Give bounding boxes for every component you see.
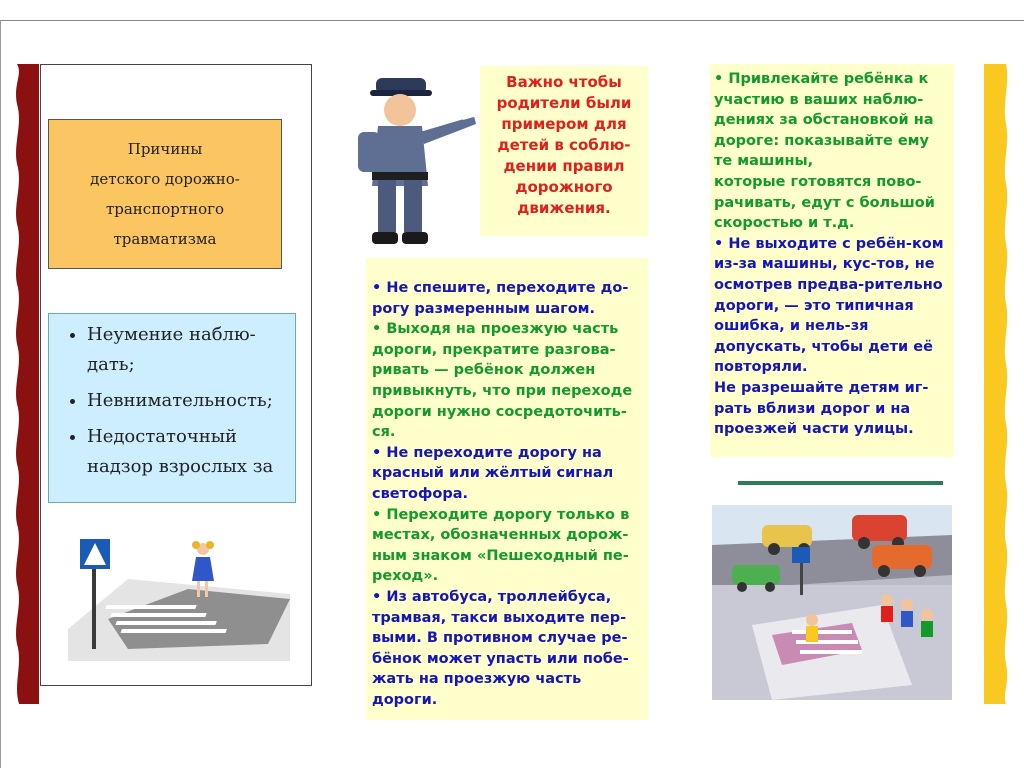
rule-item: • Переходите дорогу только в местах, обозначенных дорож-ным знаком «Пешеходный пе-реход». bbox=[372, 506, 630, 585]
section-divider bbox=[738, 481, 943, 485]
tip-item: которые готовятся пово-рачивать, едут с большой скоростью и т.д. bbox=[714, 173, 935, 232]
reason-item: • Неумение наблю-дать; bbox=[87, 320, 291, 380]
important-line: дорожного bbox=[515, 178, 613, 196]
important-line: дении правил bbox=[503, 157, 625, 175]
traffic-policeman-illustration bbox=[350, 76, 480, 251]
important-line: Важно чтобы bbox=[506, 73, 622, 91]
frame-top-line bbox=[0, 20, 1024, 21]
right-decorative-stripe bbox=[984, 64, 1010, 704]
rule-item: • Выходя на проезжую часть дороги, прекратите разгова-ривать — ребёнок должен привыкнуть, что при переходе дороги нужно сосредоточить-ся. bbox=[372, 321, 633, 441]
title-line: травматизма bbox=[113, 230, 217, 248]
title-line: Причины bbox=[127, 140, 203, 158]
tip-item: Не разрешайте детям иг-рать вблизи дорог и на проезжей части улицы. bbox=[714, 379, 929, 438]
title-line: детского дорожно- bbox=[90, 170, 240, 188]
left-decorative-stripe bbox=[13, 64, 39, 704]
rule-item: • Не переходите дорогу на красный или жёлтый сигнал светофора. bbox=[372, 444, 614, 502]
reason-item: • Невнимательность; bbox=[87, 386, 291, 416]
causes-title-box bbox=[48, 119, 282, 269]
important-line: примером для bbox=[501, 115, 627, 133]
title-line: транспортного bbox=[105, 200, 225, 218]
rule-item: • Из автобуса, троллейбуса, трамвая, такси выходите пер-выми. В противном случае ре-бёнок может упасть или побе-жать на проезжую часть дороги. bbox=[372, 588, 629, 708]
important-line: детей в соблю- bbox=[497, 136, 631, 154]
reasons-list-box bbox=[48, 313, 296, 503]
rules-list-box bbox=[366, 258, 648, 720]
important-line: родители были bbox=[496, 94, 632, 112]
rule-item: • Не спешите, переходите до-рогу размеренным шагом. bbox=[372, 280, 629, 317]
street-scene-illustration bbox=[712, 505, 952, 700]
pedestrian-crossing-illustration bbox=[68, 519, 290, 661]
important-note-box bbox=[480, 66, 648, 236]
tip-item: • Привлекайте ребёнка к участию в ваших наблю-дениях за обстановкой на дороге: показывайте ему те машины, bbox=[714, 71, 934, 170]
important-line: движения. bbox=[517, 199, 611, 217]
reason-item: • Недостаточный надзор взрослых за bbox=[87, 422, 291, 482]
tips-list-box bbox=[710, 64, 954, 457]
tip-item: • Не выходите с ребён-ком из-за машины, кус-тов, не осмотрев предва-рительно дороги, — это типичная ошибка, и нель-зя допускать, чтобы дети её повторяли. bbox=[714, 235, 944, 376]
frame-left-line bbox=[0, 20, 1, 768]
